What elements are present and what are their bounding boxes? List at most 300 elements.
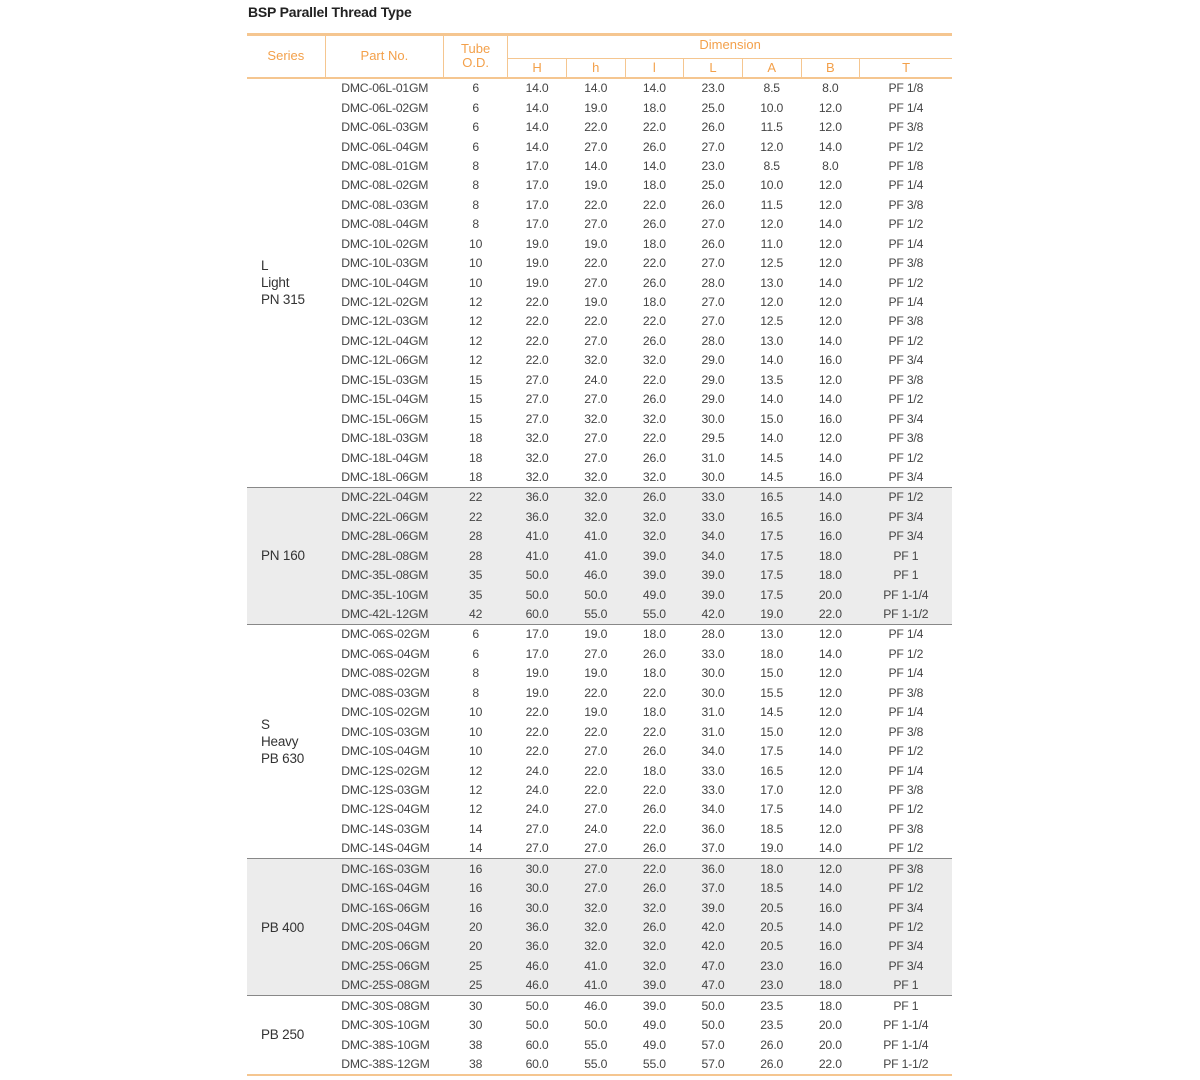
- dim-l-cell: 26.0: [642, 139, 666, 154]
- dim-H-cell: 24.0: [525, 802, 549, 817]
- dim-B-cell: 14.0: [818, 841, 842, 856]
- tube-od-cell: 8: [472, 217, 479, 232]
- table-row: [247, 956, 952, 975]
- part-no-cell: DMC-12L-06GM: [341, 353, 429, 368]
- dim-H-cell: 24.0: [525, 763, 549, 778]
- dim-L-cell: 29.0: [701, 392, 725, 407]
- dim-T-cell: PF 3/4: [860, 937, 952, 956]
- dim-L-cell: 29.5: [701, 431, 725, 446]
- dim-h-cell: 22.0: [584, 256, 608, 271]
- dim-H-cell: 22.0: [525, 314, 549, 329]
- dim-A-cell: 18.0: [742, 859, 801, 879]
- dim-H-cell: 30.0: [508, 878, 567, 897]
- series-cell: [247, 996, 325, 1075]
- part-no-cell: DMC-10S-02GM: [341, 705, 430, 720]
- header-part-no: Part No.: [325, 35, 443, 78]
- dim-L-cell: 31.0: [701, 724, 725, 739]
- dim-T-cell: PF 3/4: [860, 898, 952, 917]
- tube-od-cell: 8: [472, 666, 479, 681]
- dim-l-cell: 26.0: [625, 878, 684, 897]
- series-cell: [247, 859, 325, 996]
- dim-A-cell: 26.0: [760, 1037, 784, 1052]
- dim-l-cell: 18.0: [642, 666, 666, 681]
- dim-H-cell: 22.0: [525, 353, 549, 368]
- part-no-cell: DMC-10L-03GM: [341, 256, 429, 271]
- dim-T-cell: PF 1-1/4: [860, 585, 952, 604]
- part-no-cell: DMC-08L-03GM: [341, 197, 429, 212]
- dim-L-cell: 26.0: [701, 197, 725, 212]
- dim-B-cell: 14.0: [818, 744, 842, 759]
- dim-B-cell: 12.0: [801, 624, 860, 644]
- dim-l-cell: 14.0: [642, 81, 666, 96]
- dim-h-cell: 27.0: [584, 217, 608, 232]
- dim-T-cell: PF 1/4: [888, 705, 924, 720]
- part-no-cell: DMC-15L-03GM: [341, 372, 429, 387]
- dim-l-cell: 32.0: [642, 353, 666, 368]
- dim-l-cell: 26.0: [642, 802, 666, 817]
- dim-A-cell: 17.5: [742, 546, 801, 565]
- dim-A-cell: 26.0: [760, 1057, 784, 1072]
- part-no-cell: DMC-14S-03GM: [341, 821, 430, 836]
- table-row: [247, 234, 952, 253]
- dim-A-cell: 15.0: [760, 666, 784, 681]
- dim-A-cell: 11.0: [760, 236, 783, 251]
- tube-od-cell: 8: [472, 158, 479, 173]
- dim-h-cell: 22.0: [584, 763, 608, 778]
- table-row: [247, 703, 952, 722]
- dim-T-cell: PF 1: [860, 565, 952, 584]
- table-row: [247, 761, 952, 780]
- part-no-cell: DMC-18L-06GM: [341, 469, 429, 484]
- tube-od-cell: 35: [444, 565, 508, 584]
- dim-h-cell: 27.0: [584, 431, 608, 446]
- dim-B-cell: 12.0: [818, 782, 842, 797]
- dim-H-cell: 19.0: [525, 685, 549, 700]
- part-no-cell: DMC-15L-04GM: [341, 392, 429, 407]
- dim-T-cell: PF 1/2: [860, 878, 952, 897]
- dim-B-cell: 18.0: [801, 565, 860, 584]
- dim-h-cell: 27.0: [584, 802, 608, 817]
- dim-A-cell: 17.5: [742, 565, 801, 584]
- header-dim-L: L: [684, 59, 743, 78]
- dim-B-cell: 16.0: [818, 353, 842, 368]
- dim-h-cell: 32.0: [566, 937, 625, 956]
- tube-od-cell: 25: [444, 976, 508, 996]
- table-row: [247, 137, 952, 156]
- dim-T-cell: PF 1: [860, 976, 952, 996]
- table-row: [247, 487, 952, 507]
- part-no-cell: DMC-12S-03GM: [341, 782, 430, 797]
- tube-od-cell: 6: [472, 139, 479, 154]
- part-no-cell: DMC-12L-03GM: [341, 314, 429, 329]
- dim-A-cell: 13.0: [742, 624, 801, 644]
- dim-l-cell: 22.0: [642, 782, 666, 797]
- dim-L-cell: 47.0: [684, 976, 743, 996]
- tube-od-cell: 16: [444, 898, 508, 917]
- dim-B-cell: 14.0: [818, 450, 842, 465]
- dim-l-cell: 26.0: [642, 841, 666, 856]
- table-row: [247, 644, 952, 663]
- dim-h-cell: 22.0: [584, 685, 608, 700]
- dim-l-cell: 26.0: [625, 487, 684, 507]
- dim-h-cell: 46.0: [566, 996, 625, 1016]
- part-no-cell: DMC-28L-08GM: [325, 546, 443, 565]
- dim-l-cell: 22.0: [642, 314, 666, 329]
- dim-L-cell: 28.0: [684, 624, 743, 644]
- series-label-line: S: [261, 716, 270, 732]
- dim-B-cell: 12.0: [818, 431, 842, 446]
- dim-l-cell: 22.0: [642, 256, 666, 271]
- table-row: [247, 546, 952, 565]
- dim-T-cell: PF 3/8: [888, 372, 924, 387]
- spec-table-container: [247, 33, 952, 1076]
- part-no-cell: DMC-10S-03GM: [341, 724, 430, 739]
- dim-H-cell: 27.0: [525, 841, 549, 856]
- header-dim-l-small: l: [625, 59, 684, 78]
- dim-H-cell: 60.0: [508, 604, 567, 624]
- dim-H-cell: 14.0: [525, 120, 549, 135]
- table-row: [247, 585, 952, 604]
- dim-H-cell: 22.0: [525, 724, 549, 739]
- header-tube-od-line2: O.D.: [462, 55, 489, 71]
- dim-h-cell: 19.0: [584, 705, 608, 720]
- dim-A-cell: 16.5: [760, 763, 784, 778]
- table-row: [247, 176, 952, 195]
- dim-B-cell: 12.0: [818, 120, 842, 135]
- dim-H-cell: 17.0: [525, 217, 549, 232]
- series-cell: [247, 487, 325, 624]
- part-no-cell: DMC-42L-12GM: [325, 604, 443, 624]
- dim-A-cell: 12.5: [760, 256, 784, 271]
- dim-B-cell: 16.0: [801, 898, 860, 917]
- part-no-cell: DMC-10L-04GM: [341, 275, 429, 290]
- dim-H-cell: 50.0: [508, 585, 567, 604]
- tube-od-cell: 12: [469, 333, 483, 348]
- dim-h-cell: 27.0: [584, 333, 608, 348]
- dim-A-cell: 15.0: [760, 724, 784, 739]
- dim-A-cell: 17.5: [742, 527, 801, 546]
- dim-L-cell: 39.0: [684, 898, 743, 917]
- table-row: [247, 78, 952, 98]
- dim-h-cell: 22.0: [584, 197, 608, 212]
- dim-A-cell: 20.5: [742, 917, 801, 936]
- header-dim-B: B: [801, 59, 860, 78]
- part-no-cell: DMC-18L-04GM: [341, 450, 429, 465]
- dim-h-cell: 27.0: [566, 859, 625, 879]
- dim-l-cell: 22.0: [642, 372, 666, 387]
- tube-od-cell: 28: [444, 546, 508, 565]
- tube-od-cell: 16: [444, 878, 508, 897]
- dim-L-cell: 39.0: [684, 585, 743, 604]
- dim-B-cell: 16.0: [801, 956, 860, 975]
- dim-h-cell: 19.0: [584, 236, 608, 251]
- dim-H-cell: 32.0: [525, 450, 549, 465]
- dim-T-cell: PF 1: [860, 996, 952, 1016]
- tube-od-cell: 8: [472, 685, 479, 700]
- part-no-cell: DMC-20S-04GM: [325, 917, 443, 936]
- dim-l-cell: 26.0: [642, 744, 666, 759]
- tube-od-cell: 18: [469, 450, 483, 465]
- dim-l-cell: 39.0: [625, 996, 684, 1016]
- part-no-cell: DMC-16S-03GM: [325, 859, 443, 879]
- dim-B-cell: 12.0: [818, 685, 842, 700]
- part-no-cell: DMC-08L-04GM: [341, 217, 429, 232]
- part-no-cell: DMC-22L-06GM: [325, 507, 443, 526]
- dim-H-cell: 19.0: [525, 275, 549, 290]
- page-title: BSP Parallel Thread Type: [248, 4, 412, 20]
- dim-A-cell: 8.5: [763, 81, 780, 96]
- tube-od-cell: 14: [469, 821, 483, 836]
- table-row: [247, 1035, 952, 1054]
- table-row: [247, 878, 952, 897]
- dim-H-cell: 50.0: [508, 996, 567, 1016]
- table-row: [247, 409, 952, 428]
- dim-B-cell: 12.0: [818, 724, 842, 739]
- dim-B-cell: 14.0: [801, 878, 860, 897]
- part-no-cell: DMC-10L-02GM: [341, 236, 429, 251]
- table-row: [247, 976, 952, 996]
- table-row: [247, 507, 952, 526]
- dim-L-cell: 30.0: [701, 469, 725, 484]
- dim-L-cell: 23.0: [701, 81, 725, 96]
- dim-H-cell: 22.0: [525, 705, 549, 720]
- dim-T-cell: PF 3/8: [888, 256, 924, 271]
- table-row: [247, 273, 952, 292]
- dim-T-cell: PF 3/8: [888, 724, 924, 739]
- part-no-cell: DMC-38S-12GM: [341, 1057, 430, 1072]
- dim-L-cell: 57.0: [701, 1057, 725, 1072]
- part-no-cell: DMC-06S-02GM: [325, 624, 443, 644]
- dim-L-cell: 34.0: [701, 802, 725, 817]
- dim-l-cell: 39.0: [625, 546, 684, 565]
- dim-L-cell: 31.0: [701, 450, 725, 465]
- dim-A-cell: 14.5: [760, 705, 784, 720]
- dim-B-cell: 12.0: [818, 236, 842, 251]
- dim-B-cell: 16.0: [818, 469, 842, 484]
- tube-od-cell: 12: [469, 295, 483, 310]
- dim-L-cell: 29.0: [701, 372, 725, 387]
- dim-l-cell: 32.0: [642, 469, 666, 484]
- dim-B-cell: 12.0: [818, 372, 842, 387]
- series-label-line: Heavy: [261, 733, 299, 749]
- tube-od-cell: 10: [469, 705, 483, 720]
- dim-L-cell: 30.0: [701, 666, 725, 681]
- dim-H-cell: 27.0: [525, 392, 549, 407]
- part-no-cell: DMC-30S-10GM: [341, 1018, 430, 1033]
- dim-H-cell: 27.0: [525, 411, 549, 426]
- dim-H-cell: 60.0: [525, 1057, 549, 1072]
- tube-od-cell: 6: [472, 81, 479, 96]
- dim-H-cell: 32.0: [525, 431, 549, 446]
- dim-T-cell: PF 1/2: [888, 450, 924, 465]
- header-tube-od-line1: Tube: [461, 41, 491, 57]
- dim-A-cell: 16.5: [742, 507, 801, 526]
- table-row: [247, 390, 952, 409]
- dim-A-cell: 15.5: [760, 685, 784, 700]
- dim-L-cell: 37.0: [684, 878, 743, 897]
- dim-l-cell: 55.0: [625, 604, 684, 624]
- table-row: [247, 117, 952, 136]
- dim-B-cell: 12.0: [818, 100, 842, 115]
- part-no-cell: DMC-12S-02GM: [341, 763, 430, 778]
- dim-T-cell: PF 1/4: [888, 666, 924, 681]
- dim-H-cell: 17.0: [508, 624, 567, 644]
- dim-L-cell: 34.0: [701, 744, 725, 759]
- dim-A-cell: 14.0: [760, 392, 784, 407]
- dim-L-cell: 23.0: [701, 158, 725, 173]
- table-row: [247, 722, 952, 741]
- dim-B-cell: 22.0: [801, 604, 860, 624]
- dim-l-cell: 26.0: [625, 917, 684, 936]
- table-row: [247, 292, 952, 311]
- dim-T-cell: PF 1-1/2: [883, 1057, 929, 1072]
- dim-A-cell: 16.5: [742, 487, 801, 507]
- dim-h-cell: 19.0: [584, 178, 608, 193]
- table-header: [247, 35, 952, 78]
- dim-L-cell: 33.0: [684, 487, 743, 507]
- dim-T-cell: PF 1/2: [888, 646, 924, 661]
- table-row: [247, 741, 952, 760]
- tube-od-cell: 15: [469, 411, 483, 426]
- part-no-cell: DMC-35L-10GM: [325, 585, 443, 604]
- tube-od-cell: 12: [469, 802, 483, 817]
- dim-H-cell: 14.0: [525, 100, 549, 115]
- dim-h-cell: 27.0: [566, 878, 625, 897]
- dim-B-cell: 20.0: [818, 1018, 842, 1033]
- dim-B-cell: 16.0: [818, 411, 842, 426]
- dim-L-cell: 25.0: [701, 178, 725, 193]
- part-no-cell: DMC-06S-04GM: [341, 646, 430, 661]
- table-row: [247, 624, 952, 644]
- part-no-cell: DMC-08S-02GM: [341, 666, 430, 681]
- dim-T-cell: PF 3/8: [888, 431, 924, 446]
- dim-T-cell: PF 1/4: [888, 178, 924, 193]
- tube-od-cell: 38: [469, 1037, 483, 1052]
- tube-od-cell: 6: [472, 646, 479, 661]
- dim-T-cell: PF 1/4: [888, 763, 924, 778]
- dim-B-cell: 14.0: [818, 392, 842, 407]
- dim-B-cell: 14.0: [801, 917, 860, 936]
- dim-A-cell: 19.0: [760, 841, 784, 856]
- tube-od-cell: 12: [469, 314, 483, 329]
- dim-l-cell: 49.0: [642, 1037, 666, 1052]
- table-row: [247, 467, 952, 487]
- dim-T-cell: PF 1/4: [888, 100, 924, 115]
- dim-h-cell: 32.0: [584, 411, 608, 426]
- table-row: [247, 331, 952, 350]
- dim-H-cell: 46.0: [508, 976, 567, 996]
- part-no-cell: DMC-06L-01GM: [341, 81, 429, 96]
- dim-B-cell: 14.0: [818, 217, 842, 232]
- tube-od-cell: 18: [469, 469, 483, 484]
- part-no-cell: DMC-18L-03GM: [341, 431, 429, 446]
- dim-B-cell: 14.0: [801, 487, 860, 507]
- dim-A-cell: 23.0: [742, 956, 801, 975]
- dim-B-cell: 14.0: [818, 802, 842, 817]
- table-row: [247, 664, 952, 683]
- dim-T-cell: PF 1/2: [860, 487, 952, 507]
- table-row: [247, 195, 952, 214]
- table-row: [247, 565, 952, 584]
- header-dimension: Dimension: [508, 35, 952, 59]
- table-row: [247, 448, 952, 467]
- dim-L-cell: 26.0: [701, 120, 725, 135]
- dim-h-cell: 14.0: [584, 158, 608, 173]
- table-bottom-rule: [247, 1075, 952, 1076]
- tube-od-cell: 10: [469, 256, 483, 271]
- dim-B-cell: 12.0: [818, 197, 842, 212]
- dim-h-cell: 27.0: [584, 450, 608, 465]
- dim-T-cell: PF 1/8: [888, 81, 924, 96]
- tube-od-cell: 42: [444, 604, 508, 624]
- dim-l-cell: 49.0: [625, 585, 684, 604]
- dim-L-cell: 39.0: [684, 565, 743, 584]
- dim-l-cell: 55.0: [642, 1057, 666, 1072]
- dim-B-cell: 12.0: [818, 821, 842, 836]
- part-no-cell: DMC-06L-02GM: [341, 100, 429, 115]
- part-no-cell: DMC-12L-04GM: [341, 333, 429, 348]
- dim-T-cell: PF 3/4: [860, 527, 952, 546]
- dim-H-cell: 17.0: [525, 158, 549, 173]
- dim-H-cell: 32.0: [525, 469, 549, 484]
- dim-H-cell: 41.0: [508, 527, 567, 546]
- dim-T-cell: PF 1/8: [888, 158, 924, 173]
- dim-h-cell: 55.0: [584, 1037, 608, 1052]
- dim-l-cell: 26.0: [642, 646, 666, 661]
- dim-B-cell: 8.0: [822, 158, 839, 173]
- dim-T-cell: PF 1/2: [888, 217, 924, 232]
- table-row: [247, 800, 952, 819]
- dim-L-cell: 28.0: [701, 275, 725, 290]
- dim-T-cell: PF 3/4: [888, 411, 924, 426]
- part-no-cell: DMC-15L-06GM: [341, 411, 429, 426]
- dim-H-cell: 17.0: [525, 178, 549, 193]
- dim-L-cell: 27.0: [701, 314, 725, 329]
- table-row: [247, 527, 952, 546]
- dim-H-cell: 22.0: [525, 295, 549, 310]
- dim-B-cell: 14.0: [818, 139, 842, 154]
- dim-B-cell: 20.0: [818, 1037, 842, 1052]
- dim-B-cell: 22.0: [818, 1057, 842, 1072]
- dim-L-cell: 27.0: [701, 295, 725, 310]
- dim-T-cell: PF 3/8: [888, 120, 924, 135]
- part-no-cell: DMC-06L-03GM: [341, 120, 429, 135]
- tube-od-cell: 30: [444, 996, 508, 1016]
- table-row: [247, 996, 952, 1016]
- dim-T-cell: PF 3/4: [888, 469, 924, 484]
- dim-L-cell: 34.0: [684, 527, 743, 546]
- dim-B-cell: 18.0: [801, 996, 860, 1016]
- dim-T-cell: PF 1/2: [888, 392, 924, 407]
- dim-L-cell: 26.0: [701, 236, 725, 251]
- dim-B-cell: 14.0: [818, 646, 842, 661]
- series-cell: [247, 624, 325, 858]
- dim-h-cell: 27.0: [584, 275, 608, 290]
- header-tube-od: [444, 35, 508, 78]
- dim-l-cell: 32.0: [625, 898, 684, 917]
- dim-l-cell: 22.0: [642, 431, 666, 446]
- dim-A-cell: 12.0: [760, 217, 784, 232]
- dim-T-cell: PF 1-1/4: [883, 1037, 929, 1052]
- dim-H-cell: 36.0: [508, 937, 567, 956]
- tube-od-cell: 12: [469, 763, 483, 778]
- tube-od-cell: 28: [444, 527, 508, 546]
- dim-H-cell: 46.0: [508, 956, 567, 975]
- dim-L-cell: 34.0: [684, 546, 743, 565]
- part-no-cell: DMC-30S-08GM: [325, 996, 443, 1016]
- dim-T-cell: PF 3/8: [888, 197, 924, 212]
- dim-T-cell: PF 1/2: [888, 275, 924, 290]
